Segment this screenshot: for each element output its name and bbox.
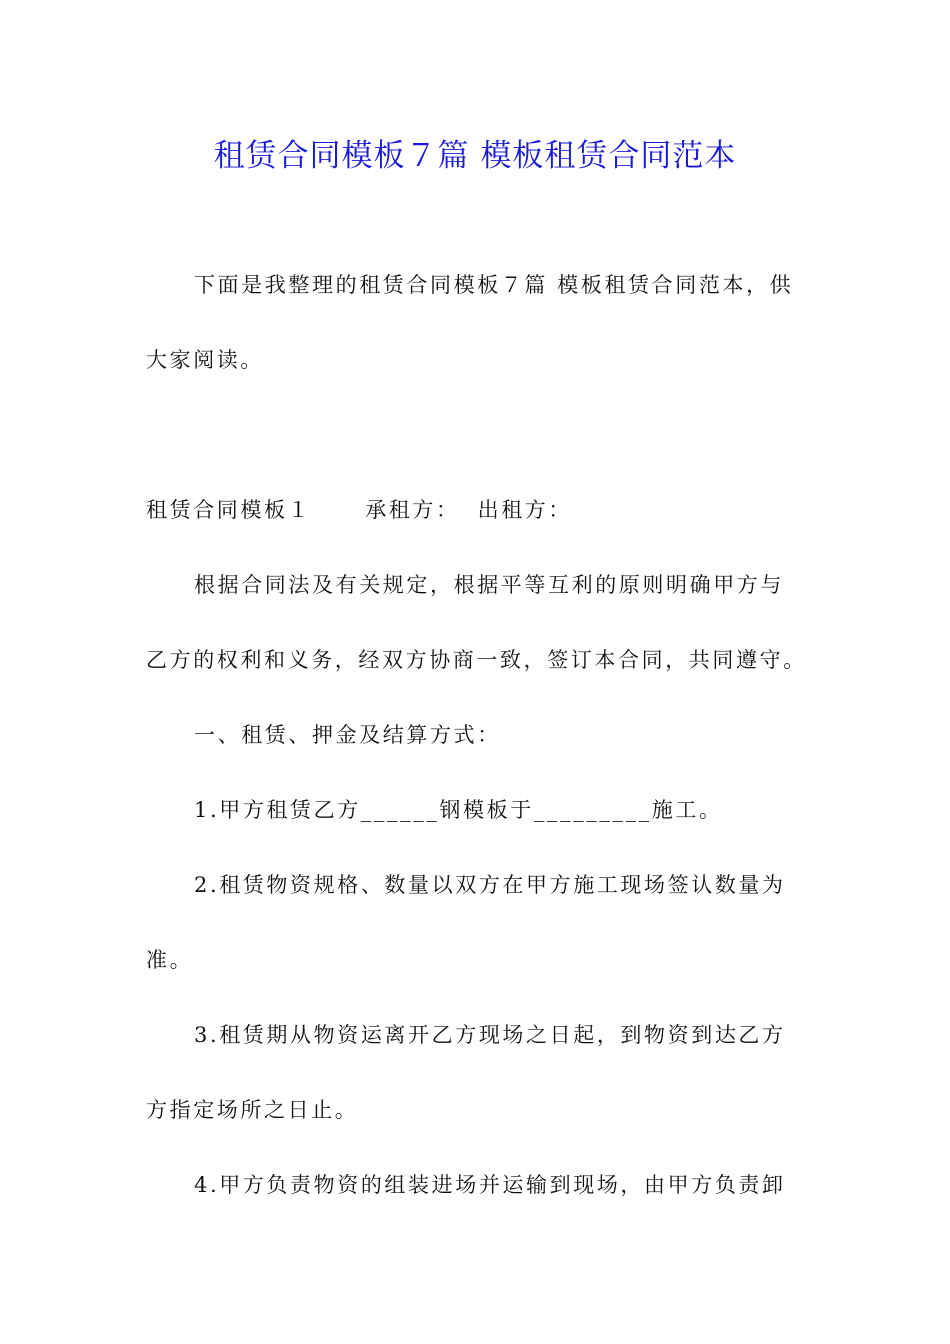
para1-line-2: 乙方的权利和义务，经双方协商一致，签订本合同，共同遵守。 — [146, 648, 807, 672]
intro-line-2: 大家阅读。 — [146, 348, 264, 372]
document-title: 租赁合同模板７篇 模板租赁合同范本 — [213, 138, 737, 174]
clause-item-2-line-1: 2.租赁物资规格、数量以双方在甲方施工现场签认数量为 — [194, 873, 786, 897]
section-heading: 租赁合同模板１ — [146, 498, 312, 522]
clause-heading: 一、租赁、押金及结算方式： — [194, 723, 501, 747]
clause-item-4-line-1: 4.甲方负责物资的组装进场并运输到现场，由甲方负责卸 — [194, 1173, 786, 1197]
intro-line-1: 下面是我整理的租赁合同模板７篇 模板租赁合同范本，供 — [194, 273, 794, 297]
clause-item-1: 1.甲方租赁乙方______钢模板于_________施工。 — [194, 798, 723, 822]
clause-item-3-line-2: 方指定场所之日止。 — [146, 1098, 359, 1122]
para1-line-1: 根据合同法及有关规定，根据平等互利的原则明确甲方与 — [194, 573, 784, 597]
clause-item-3-line-1: 3.租赁期从物资运离开乙方现场之日起，到物资到达乙方 — [194, 1023, 786, 1047]
section-heading-row — [146, 495, 806, 525]
lessor-label: 出租方： — [477, 498, 573, 522]
clause-item-2-line-2: 准。 — [146, 948, 194, 972]
lessee-label: 承租方： — [365, 498, 460, 522]
